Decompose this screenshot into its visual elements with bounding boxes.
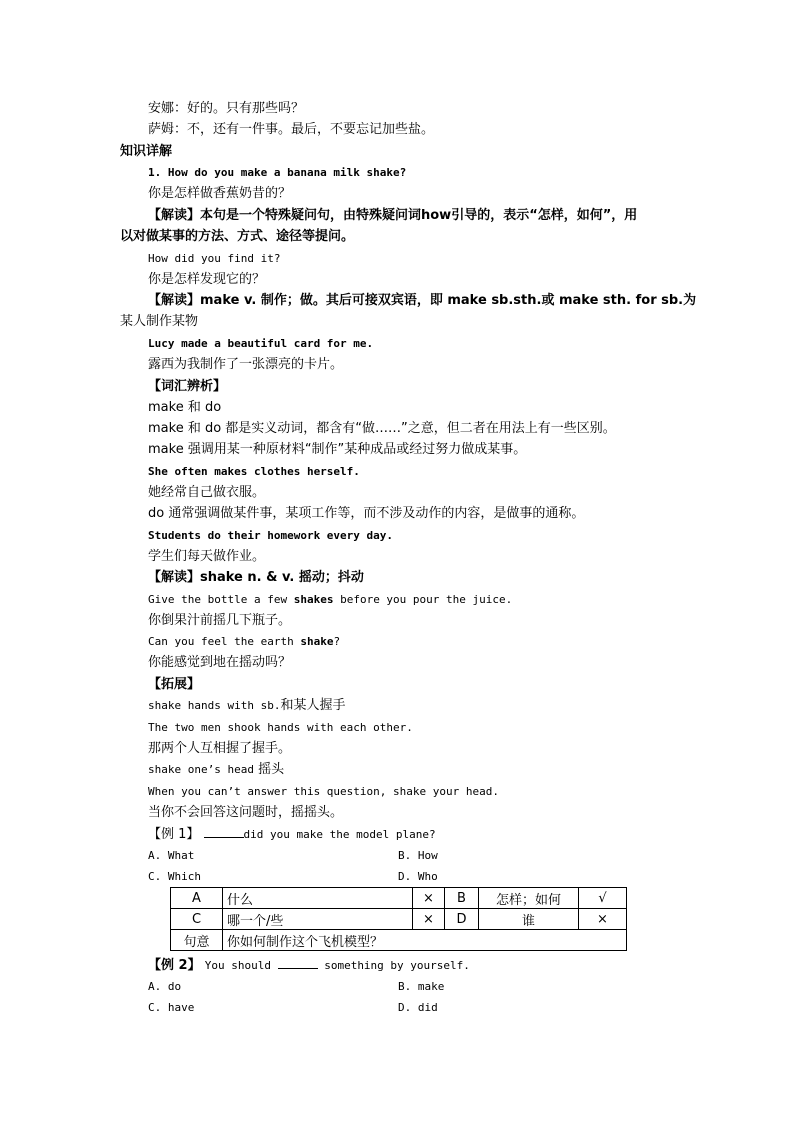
example-men-cn: 那两个人互相握了握手。 [148,741,292,756]
answer-table [170,887,627,951]
answer-row-ab [171,888,627,909]
exercise-1-label: 【例 1】 [148,827,200,842]
shake-head-phrase [148,761,284,779]
do-description: do 通常强调做某件事，某项工作等，而不涉及动作的内容，是做事的通称。 [148,506,585,521]
exercise-1-option-d: D. Who [398,870,438,883]
sentence-meaning-label: 句意 [171,930,223,951]
example-earth-keyword: shake [300,635,334,648]
option-letter: D [445,909,479,930]
section-title: 知识详解 [120,144,173,159]
exercise-2-option-a: A. do [148,980,182,993]
point-1-translation: 你是怎样做香蕉奶昔的？ [148,186,292,201]
option-meaning: 哪一个/些 [223,909,413,930]
example-earth-post: ? [333,635,341,648]
shake-hands-en: shake hands with sb. [148,699,281,712]
point-1-sentence: 1. How do you make a banana milk shake? [148,166,407,179]
answer-row-cd [171,909,627,930]
option-letter: C [171,909,223,930]
make-do-description: make 和 do 都是实义动词，都含有“做……”之意，但二者在用法上有一些区别。 [148,421,616,436]
exercise-2-pre: You should [204,959,278,972]
jiedu-1-line-1: 【解读】本句是一个特殊疑问句，由特殊疑问词how引导的，表示“怎样，如何”，用 [148,208,638,223]
example-clothes-en: She often makes clothes herself. [148,465,360,478]
exercise-2-label: 【例 2】 [148,958,201,973]
example-bottle-cn: 你倒果汁前摇几下瓶子。 [148,613,292,628]
example-men-en: The two men shook hands with each other. [148,721,413,734]
jiedu-2-line-1 [148,292,696,310]
option-letter: A [171,888,223,909]
exercise-2-post: something by yourself. [317,959,470,972]
example-earth-en [148,633,340,651]
example-clothes-cn: 她经常自己做衣服。 [148,485,266,500]
exercise-2-option-c: C. have [148,1001,195,1014]
make-do-title: make 和 do [148,400,222,415]
exercise-1-option-a: A. What [148,849,195,862]
shake-head-en: shake one’s head [148,763,254,776]
example-bottle-pre: Give the bottle a few [148,593,294,606]
example-lucy-cn: 露西为我制作了一张漂亮的卡片。 [148,357,344,372]
example-earth-pre: Can you feel the earth [148,635,301,648]
example-bottle-keyword: shakes [293,593,334,606]
exercise-1-option-c: C. Which [148,870,201,883]
example-earth-cn: 你能感觉到地在摇动吗？ [148,655,292,670]
wrong-mark: × [413,909,445,930]
shake-head-cn: 摇头 [258,762,285,777]
example-bottle-post: before you pour the juice. [333,593,513,606]
example-bottle-en [148,591,512,609]
option-meaning: 怎样；如何 [479,888,579,909]
example-lucy-en: Lucy made a beautiful card for me. [148,337,374,350]
exercise-2-question [148,956,470,975]
option-meaning: 什么 [223,888,413,909]
wrong-mark: × [413,888,445,909]
cihui-heading: 【词汇辨析】 [148,379,227,394]
exercise-2-option-b: B. make [398,980,445,993]
exercise-1-blank [204,825,244,838]
exercise-1-option-b: B. How [398,849,438,862]
jiedu-2-text: 【解读】make v. 制作；做。其后可接双宾语，即 make sb.sth.或 make sth. for sb.为 [148,293,697,308]
jiedu-1-line-2: 以对做某事的方法、方式、途径等提问。 [120,229,355,244]
exercise-2-option-d: D. did [398,1001,438,1014]
exercise-1-question [148,825,436,844]
sentence-meaning: 你如何制作这个飞机模型？ [223,930,627,951]
shake-hands-phrase [148,697,345,715]
answer-row-meaning [171,930,627,951]
example-homework-cn: 学生们每天做作业。 [148,549,266,564]
tuozhan-heading: 【拓展】 [148,677,201,692]
exercise-2-blank [278,956,318,969]
example-question-en: When you can’t answer this question, shake your head. [148,785,499,798]
wrong-mark: × [579,909,627,930]
example-find-en: How did you find it? [148,252,281,265]
jiedu-2-line-2: 某人制作某物 [120,314,199,329]
correct-mark: √ [579,888,627,909]
make-description: make 强调用某一种原材料“制作”某种成品或经过努力做成某事。 [148,442,527,457]
shake-hands-cn: 和某人握手 [280,698,346,713]
example-homework-en: Students do their homework every day. [148,529,394,542]
exercise-1-text: did you make the model plane? [243,828,436,841]
dialog-anna: 安娜：好的。只有那些吗？ [148,101,305,116]
dialog-sam: 萨姆：不，还有一件事。最后，不要忘记加些盐。 [148,122,435,137]
option-meaning: 谁 [479,909,579,930]
example-find-cn: 你是怎样发现它的？ [148,272,266,287]
option-letter: B [445,888,479,909]
jiedu-3: 【解读】shake n. & v. 摇动；抖动 [148,570,364,585]
example-question-cn: 当你不会回答这问题时，摇摇头。 [148,805,344,820]
